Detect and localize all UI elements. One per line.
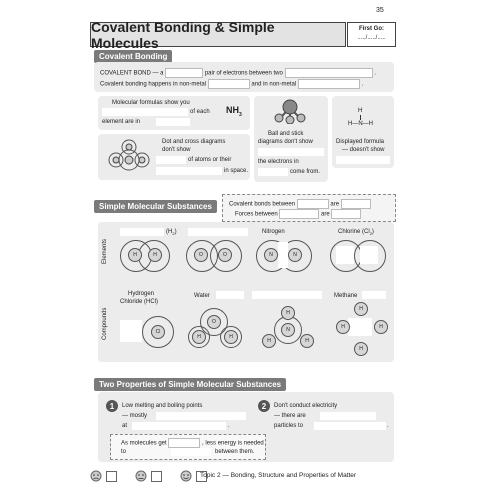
- p1-text-d: As molecules get: [121, 440, 167, 447]
- water-atom-h-right: H: [224, 330, 238, 344]
- note-line-2: [235, 209, 361, 219]
- covalent-bond-definition-panel: [94, 62, 394, 92]
- o2-atom-left: O: [194, 248, 208, 262]
- dot-cross-text-d: in space.: [224, 168, 249, 174]
- covalent-line2-end: .: [361, 81, 364, 88]
- blank-covalent-4[interactable]: [298, 79, 360, 89]
- neutral-face-icon[interactable]: [135, 470, 147, 482]
- n2-atom-left: N: [264, 248, 278, 262]
- h2-atom-right: H: [148, 248, 162, 262]
- p1-text-b: — mostly: [122, 413, 148, 419]
- blank-ball-stick-2[interactable]: [258, 168, 288, 176]
- blank-dot-cross-2[interactable]: [156, 167, 222, 175]
- p1-text-f: between them.: [215, 449, 255, 455]
- note1-text-a: Covalent bonds between: [229, 201, 296, 208]
- covalent-line-2: [100, 79, 363, 89]
- blank-methane-center[interactable]: [348, 318, 372, 336]
- footer-topic: Topic 2 — Bonding, Structure and Properties of Matter: [200, 472, 357, 479]
- chlorine-label-text: Chlorine (Cl: [338, 229, 370, 235]
- blank-ball-stick-1[interactable]: [258, 148, 324, 156]
- h2-label: [166, 228, 177, 238]
- p2-text-a: Don't conduct electricity: [274, 403, 338, 409]
- blank-cl2-atom-right[interactable]: [360, 246, 378, 264]
- p2-text-c: particles to: [274, 423, 304, 429]
- blank-covalent-3[interactable]: [208, 79, 250, 89]
- note2-text-a: Forces between: [235, 211, 278, 218]
- ammonia-atom-h-left: H: [262, 334, 276, 348]
- blank-hcl-atom[interactable]: [120, 320, 142, 342]
- blank-p2-1[interactable]: [320, 412, 376, 420]
- property-2-number: 2: [258, 400, 270, 412]
- h2-atom-left: H: [128, 248, 142, 262]
- struct-bond-vertical: [360, 115, 361, 120]
- p1-note-box: [110, 434, 266, 460]
- note-line-1: [229, 199, 371, 209]
- covalent-line1-text-a: COVALENT BOND — a: [100, 70, 164, 77]
- blank-covalent-2[interactable]: [285, 68, 373, 78]
- water-label: Water: [194, 293, 210, 299]
- blank-h2-name[interactable]: [120, 228, 164, 236]
- displayed-text-a: Displayed formula: [336, 139, 385, 145]
- nh3-subscript: 3: [239, 111, 242, 118]
- ball-stick-text-d: come from.: [290, 169, 321, 175]
- molecules-panel: [98, 222, 394, 362]
- first-go-date[interactable]: ...../...../.....: [357, 35, 386, 41]
- blank-p2-2[interactable]: [314, 422, 386, 430]
- simple-molecular-notes: [222, 194, 396, 222]
- dot-cross-diagram-icon: [104, 138, 154, 178]
- ammonia-atom-h-top: H: [281, 306, 295, 320]
- elements-label: Elements: [102, 238, 108, 264]
- p1-text-a: Low melting and boiling points: [122, 403, 203, 409]
- p2-end: .: [387, 423, 389, 429]
- blank-mol-formula-2[interactable]: [156, 118, 190, 126]
- mol-formula-text-c: element are in: [102, 119, 141, 125]
- chlorine-label-close: ): [371, 229, 374, 235]
- hcl-label-a: Hydrogen: [128, 291, 155, 297]
- blank-p1-4[interactable]: [171, 448, 211, 456]
- blank-p1-2[interactable]: [132, 422, 226, 430]
- chlorine-label: [338, 228, 374, 238]
- ammonia-atom-n: N: [281, 323, 295, 337]
- first-go-box: [347, 22, 396, 47]
- blank-covalent-1[interactable]: [165, 68, 203, 78]
- compounds-label: Compounds: [102, 307, 108, 340]
- blank-note-3[interactable]: [279, 209, 319, 219]
- sad-checkbox[interactable]: [106, 471, 117, 482]
- molecular-formula-panel: [98, 96, 250, 130]
- page-title: Covalent Bonding & Simple Molecules: [90, 22, 346, 47]
- note1-text-b: are: [330, 201, 340, 208]
- displayed-text-b: — doesn't show: [342, 147, 385, 153]
- blank-p1-3[interactable]: [168, 438, 200, 448]
- dot-cross-panel: [98, 134, 250, 180]
- methane-label: Methane: [334, 293, 358, 299]
- ammonia-atom-h-right: H: [300, 334, 314, 348]
- p1-text-c: at: [122, 423, 128, 429]
- nh3-formula: [226, 105, 242, 118]
- h2-label-close: ): [174, 229, 177, 235]
- blank-oxygen-name[interactable]: [188, 228, 248, 236]
- note2-text-b: are: [321, 211, 330, 218]
- blank-note-4[interactable]: [331, 209, 361, 219]
- blank-displayed[interactable]: [336, 156, 390, 164]
- methane-atom-h-bottom: H: [354, 342, 368, 356]
- covalent-line1-text-b: pair of electrons between two: [204, 70, 283, 77]
- h2-label-text: (H: [166, 229, 173, 235]
- blank-p1-1[interactable]: [156, 412, 246, 420]
- blank-note-2[interactable]: [341, 199, 371, 209]
- hcl-label-b: Chloride (HCl): [120, 299, 159, 305]
- covalent-line-1: [100, 68, 376, 78]
- methane-atom-h-top: H: [354, 302, 368, 316]
- blank-dot-cross-1[interactable]: [156, 156, 186, 164]
- neutral-checkbox[interactable]: [151, 471, 162, 482]
- blank-cl2-atom-left[interactable]: [336, 246, 354, 264]
- confidence-faces: [90, 470, 207, 482]
- o2-atom-right: O: [218, 248, 232, 262]
- p1-end: .: [228, 423, 230, 429]
- struct-h-top: H: [358, 108, 363, 114]
- hcl-atom-cl: Cl: [151, 325, 165, 339]
- happy-face-icon[interactable]: [180, 470, 192, 482]
- sad-face-icon[interactable]: [90, 470, 102, 482]
- ball-stick-text-c: the electrons in: [258, 159, 299, 165]
- section-simple-molecular-tab: Simple Molecular Substances: [94, 200, 217, 213]
- mol-formula-text-a: Molecular formulas show you: [112, 100, 190, 106]
- water-atom-o: O: [207, 315, 221, 329]
- p1-text-e: , less energy is needed to: [121, 440, 264, 455]
- nitrogen-label: Nitrogen: [262, 229, 285, 235]
- section-covalent-bonding-tab: Covalent Bonding: [94, 50, 172, 63]
- displayed-formula-panel: [332, 96, 394, 168]
- p2-text-b: — there are: [274, 413, 306, 419]
- blank-mol-formula-1[interactable]: [102, 108, 188, 116]
- blank-ammonia-name[interactable]: [252, 291, 322, 299]
- methane-atom-h-right: H: [374, 320, 388, 334]
- struct-row: H—N—H: [348, 121, 373, 127]
- dot-cross-text-a: Dot and cross diagrams: [162, 139, 226, 145]
- ball-stick-model-icon: [272, 98, 308, 124]
- property-1-number: 1: [106, 400, 118, 412]
- properties-panel: [98, 392, 394, 462]
- blank-water[interactable]: [216, 291, 244, 299]
- ball-stick-text-a: Ball and stick: [268, 131, 304, 137]
- mol-formula-text-b: of each: [190, 109, 210, 115]
- methane-atom-h-left: H: [336, 320, 350, 334]
- blank-note-1[interactable]: [297, 199, 329, 209]
- section-two-properties-tab: Two Properties of Simple Molecular Substances: [94, 378, 286, 391]
- dot-cross-text-b: don't show: [162, 147, 191, 153]
- covalent-line2-text-b: and in non-metal: [251, 81, 297, 88]
- ball-stick-panel: [254, 96, 328, 182]
- dot-cross-text-c: of atoms or their: [188, 157, 232, 163]
- page-number: 35: [376, 7, 384, 14]
- water-atom-h-left: H: [192, 330, 206, 344]
- covalent-line2-text-a: Covalent bonding happens in non-metal: [100, 81, 207, 88]
- chlorine-label-sub: 2: [369, 231, 372, 237]
- ball-stick-text-b: diagrams don't show: [258, 139, 313, 145]
- n2-atom-right: N: [288, 248, 302, 262]
- covalent-line1-end: .: [374, 70, 376, 77]
- h2-label-sub: 2: [172, 231, 175, 237]
- first-go-label: First Go:: [359, 26, 384, 32]
- blank-n2-bond[interactable]: [278, 242, 288, 268]
- nh3-text: NH: [226, 105, 239, 115]
- blank-methane[interactable]: [362, 291, 386, 299]
